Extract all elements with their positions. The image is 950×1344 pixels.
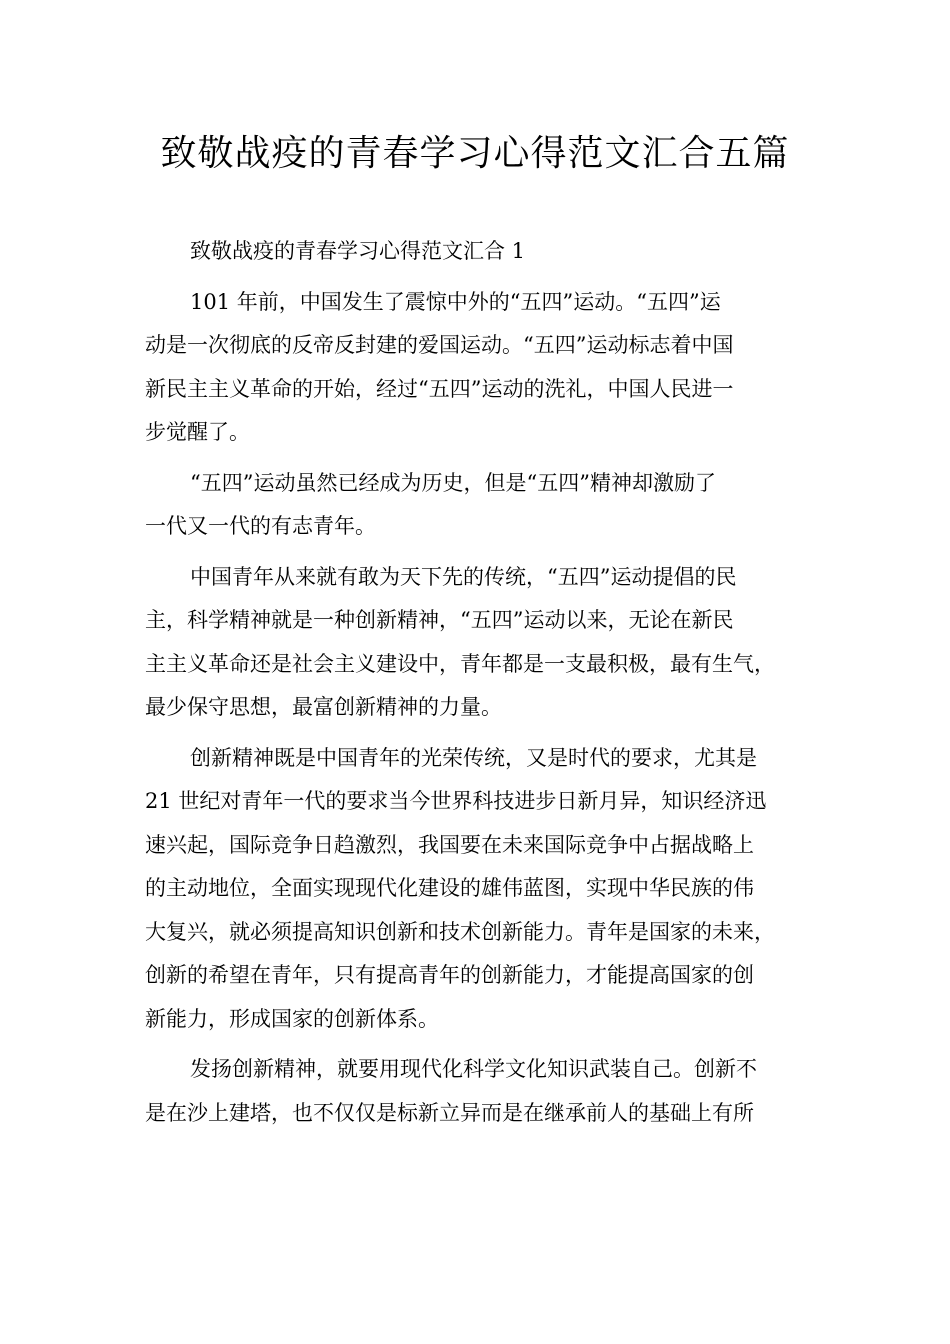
paragraph <box>145 281 825 455</box>
paragraph-line: 最少保守思想，最富创新精神的力量。 <box>145 695 502 719</box>
paragraph-line: 21 世纪对青年一代的要求当今世界科技进步日新月异，知识经济迅 <box>145 789 767 813</box>
paragraph-line: 致敬战疫的青春学习心得范文汇合 1 <box>190 239 526 263</box>
paragraph-line: 创新的希望在青年，只有提高青年的创新能力，才能提高国家的创 <box>145 963 754 987</box>
paragraph-line: 动是一次彻底的反帝反封建的爱国运动。“五四”运动标志着中国 <box>145 333 734 357</box>
paragraph <box>145 230 825 274</box>
paragraph-line: 主，科学精神就是一种创新精神，“五四”运动以来，无论在新民 <box>145 608 734 632</box>
paragraph-line: 新民主主义革命的开始，经过“五四”运动的洗礼，中国人民进一 <box>145 376 734 401</box>
paragraph-line: 步觉醒了。 <box>145 420 250 444</box>
paragraph <box>145 556 825 730</box>
paragraph-line: 一代又一代的有志青年。 <box>145 514 376 538</box>
document-title: 致敬战疫的青春学习心得范文汇合五篇 <box>160 133 790 174</box>
paragraph-line: 发扬创新精神，就要用现代化科学文化知识武装自己。创新不 <box>190 1057 757 1081</box>
paragraph-line: 主主义革命还是社会主义建设中，青年都是一支最积极，最有生气， <box>145 651 775 676</box>
paragraph-line: 的主动地位，全面实现现代化建设的雄伟蓝图，实现中华民族的伟 <box>145 876 754 900</box>
paragraph-line: 是在沙上建塔，也不仅仅是标新立异而是在继承前人的基础上有所 <box>145 1100 754 1125</box>
paragraph-line: 大复兴，就必须提高知识创新和技术创新能力。青年是国家的未来， <box>145 919 775 944</box>
document-body <box>145 230 825 1135</box>
paragraph-line: 101 年前，中国发生了震惊中外的“五四”运动。“五四”运 <box>190 289 721 314</box>
paragraph-line: 速兴起，国际竞争日趋激烈，我国要在未来国际竞争中占据战略上 <box>145 832 754 857</box>
paragraph-line: 创新精神既是中国青年的光荣传统，又是时代的要求，尤其是 <box>190 745 757 770</box>
paragraph-line: “五四”运动虽然已经成为历史，但是“五四”精神却激励了 <box>190 470 716 495</box>
paragraph-line: 新能力，形成国家的创新体系。 <box>145 1006 439 1031</box>
paragraph <box>145 737 825 1042</box>
paragraph <box>145 462 825 549</box>
paragraph <box>145 1048 825 1135</box>
paragraph-line: 中国青年从来就有敢为天下先的传统，“五四”运动提倡的民 <box>190 564 737 589</box>
